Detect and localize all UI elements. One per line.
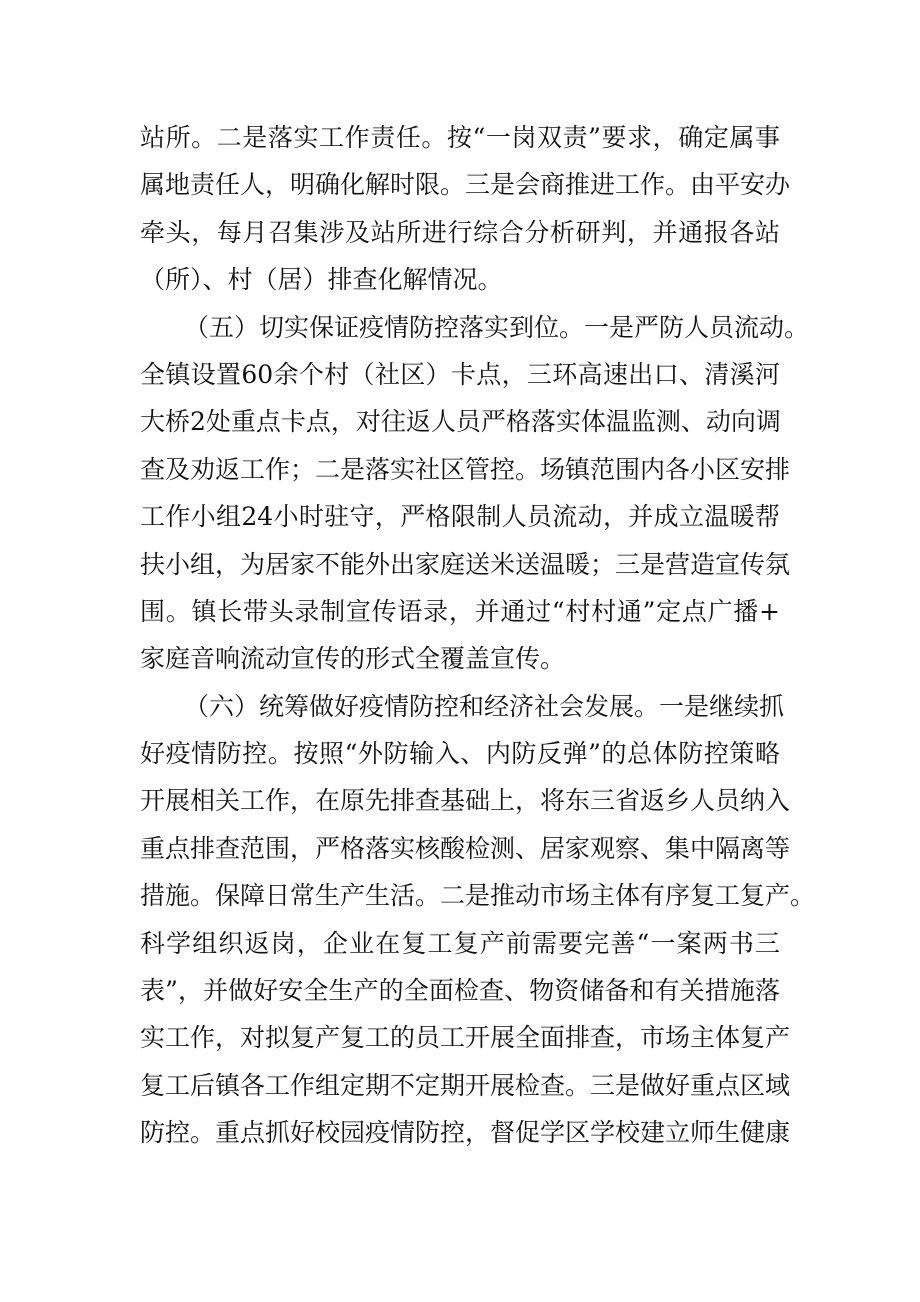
text-line: 措施。保障日常生产生活。二是推动市场主体有序复工复产。 [140,881,816,911]
text-line: 牵头，每月召集涉及站所进行综合分析研判，并通报各站 [140,217,780,247]
paragraph-heading-line: （六）统筹做好疫情防控和经济社会发展。一是继续抓 [184,691,785,721]
text-line: 开展相关工作，在原先排查基础上，将东三省返乡人员纳入 [140,786,791,816]
text-line: 表”，并做好安全生产的全面检查、物资储备和有关措施落 [140,976,780,1006]
text-line: 重点排查范围，严格落实核酸检测、居家观察、集中隔离等 [140,833,791,863]
text-line: 查及劝返工作；二是落实社区管控。场镇范围内各小区安排 [140,454,791,484]
text-line: 站所。二是落实工作责任。按“一岗双责”要求，确定属事 [140,123,780,152]
text-line: 复工后镇各工作组定期不定期开展检查。三是做好重点区域 [140,1070,791,1100]
text-line: 好疫情防控。按照“外防输入、内防反弹”的总体防控策略 [140,739,780,769]
text-line: 全镇设置60余个村（社区）卡点，三环高速出口、清溪河 [140,359,780,389]
text-line: （所）、村（居）排查化解情况。 [140,265,503,295]
text-line: 防控。重点抓好校园疫情防控，督促学区学校建立师生健康 [140,1118,791,1148]
paragraph-heading-line: （五）切实保证疫情防控落实到位。一是严防人员流动。 [184,312,810,342]
text-line: 扶小组，为居家不能外出家庭送米送温暖；三是营造宣传氛 [140,549,791,579]
text-line: 工作小组24小时驻守，严格限制人员流动，并成立温暖帮 [140,502,780,532]
text-line: 属地责任人，明确化解时限。三是会商推进工作。由平安办 [140,170,791,200]
text-line: 大桥2处重点卡点，对往返人员严格落实体温监测、动向调 [140,407,781,437]
text-line: 实工作，对拟复产复工的员工开展全面排查，市场主体复产 [140,1023,791,1053]
body-text [140,114,816,1157]
text-line: 科学组织返岗，企业在复工复产前需要完善“一案两书三 [140,928,780,958]
text-line: 围。镇长带头录制宣传语录，并通过“村村通”定点广播+ [140,596,780,626]
text-line: 家庭音响流动宣传的形式全覆盖宣传。 [140,644,566,674]
